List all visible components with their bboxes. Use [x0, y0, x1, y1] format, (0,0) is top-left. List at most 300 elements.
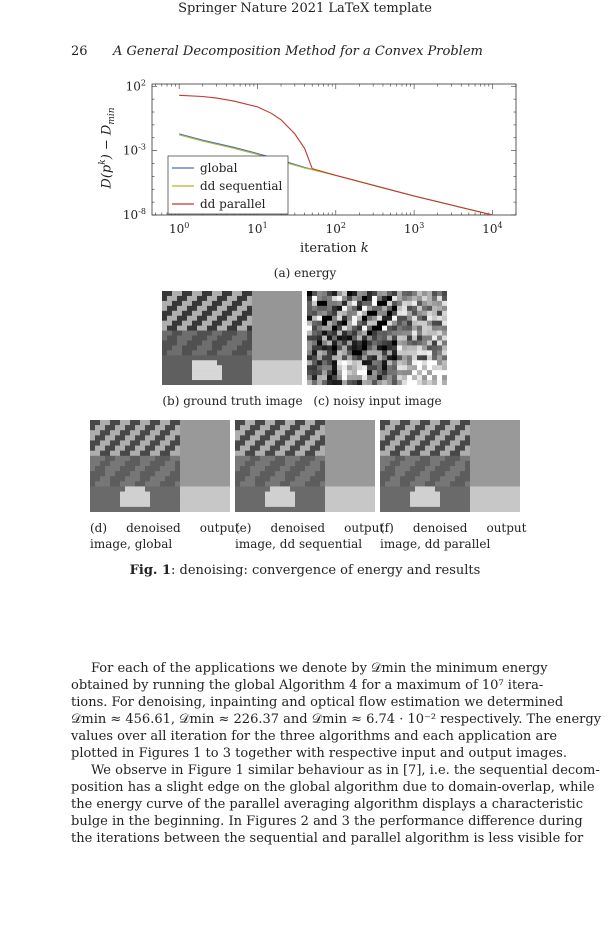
- image-pixel: [220, 492, 225, 497]
- image-pixel: [402, 350, 407, 355]
- image-pixel: [380, 420, 385, 425]
- image-pixel: [185, 451, 190, 456]
- image-pixel: [422, 311, 427, 316]
- image-pixel: [225, 502, 230, 507]
- image-pixel: [287, 340, 292, 345]
- image-pixel: [150, 456, 155, 461]
- image-pixel: [212, 370, 217, 375]
- image-pixel: [187, 340, 192, 345]
- image-pixel: [210, 471, 215, 476]
- image-pixel: [280, 425, 285, 430]
- image-pixel: [415, 476, 420, 481]
- image-pixel: [395, 461, 400, 466]
- image-pixel: [240, 497, 245, 502]
- image-pixel: [120, 456, 125, 461]
- image-pixel: [422, 350, 427, 355]
- image-pixel: [160, 435, 165, 440]
- image-pixel: [250, 435, 255, 440]
- image-pixel: [115, 425, 120, 430]
- image-pixel: [205, 507, 210, 512]
- image-pixel: [360, 425, 365, 430]
- image-pixel: [150, 476, 155, 481]
- image-pixel: [257, 296, 262, 301]
- image-pixel: [267, 345, 272, 350]
- image-pixel: [495, 440, 500, 445]
- image-pixel: [425, 481, 430, 486]
- image-pixel: [345, 507, 350, 512]
- image-pixel: [110, 476, 115, 481]
- image-pixel: [262, 321, 267, 326]
- image-pixel: [227, 380, 232, 385]
- image-pixel: [352, 355, 357, 360]
- image-pixel: [207, 370, 212, 375]
- image-pixel: [367, 375, 372, 380]
- image-pixel: [515, 481, 520, 486]
- image-pixel: [200, 456, 205, 461]
- image-pixel: [215, 486, 220, 491]
- image-pixel: [225, 420, 230, 425]
- image-pixel: [397, 365, 402, 370]
- image-pixel: [332, 336, 337, 341]
- image-pixel: [360, 492, 365, 497]
- image-pixel: [295, 420, 300, 425]
- image-pixel: [255, 476, 260, 481]
- image-pixel: [430, 507, 435, 512]
- image-pixel: [242, 306, 247, 311]
- image-pixel: [167, 355, 172, 360]
- image-pixel: [365, 456, 370, 461]
- image-pixel: [415, 486, 420, 491]
- image-pixel: [202, 326, 207, 331]
- image-pixel: [265, 497, 270, 502]
- image-pixel: [425, 461, 430, 466]
- image-pixel: [247, 345, 252, 350]
- image-pixel: [417, 301, 422, 306]
- image-pixel: [327, 345, 332, 350]
- image-pixel: [432, 291, 437, 296]
- image-pixel: [367, 306, 372, 311]
- image-pixel: [437, 291, 442, 296]
- image-pixel: [440, 502, 445, 507]
- image-pixel: [372, 345, 377, 350]
- image-pixel: [250, 486, 255, 491]
- image-pixel: [235, 425, 240, 430]
- image-pixel: [442, 291, 447, 296]
- image-pixel: [390, 471, 395, 476]
- image-pixel: [250, 466, 255, 471]
- image-pixel: [212, 296, 217, 301]
- image-pixel: [500, 486, 505, 491]
- image-pixel: [305, 466, 310, 471]
- image-pixel: [445, 425, 450, 430]
- image-pixel: [500, 446, 505, 451]
- image-pixel: [262, 306, 267, 311]
- image-pixel: [190, 430, 195, 435]
- image-pixel: [495, 481, 500, 486]
- image-pixel: [197, 345, 202, 350]
- image-pixel: [360, 481, 365, 486]
- image-pixel: [262, 345, 267, 350]
- image-pixel: [95, 440, 100, 445]
- image-pixel: [435, 497, 440, 502]
- image-pixel: [150, 440, 155, 445]
- image-pixel: [317, 345, 322, 350]
- image-pixel: [432, 331, 437, 336]
- image-pixel: [297, 301, 302, 306]
- image-pixel: [480, 466, 485, 471]
- image-pixel: [190, 440, 195, 445]
- image-pixel: [187, 370, 192, 375]
- image-pixel: [212, 316, 217, 321]
- image-pixel: [430, 420, 435, 425]
- image-pixel: [362, 336, 367, 341]
- image-pixel: [445, 466, 450, 471]
- image-pixel: [305, 476, 310, 481]
- image-pixel: [187, 355, 192, 360]
- image-pixel: [167, 360, 172, 365]
- image-pixel: [410, 481, 415, 486]
- image-pixel: [197, 311, 202, 316]
- image-pixel: [260, 481, 265, 486]
- image-pixel: [120, 446, 125, 451]
- image-pixel: [400, 456, 405, 461]
- image-pixel: [455, 451, 460, 456]
- image-pixel: [515, 435, 520, 440]
- image-pixel: [110, 446, 115, 451]
- image-pixel: [282, 375, 287, 380]
- image-pixel: [100, 502, 105, 507]
- image-pixel: [217, 355, 222, 360]
- image-pixel: [317, 331, 322, 336]
- image-pixel: [175, 440, 180, 445]
- image-pixel: [450, 430, 455, 435]
- image-pixel: [200, 420, 205, 425]
- image-pixel: [460, 440, 465, 445]
- image-pixel: [470, 466, 475, 471]
- image-pixel: [417, 360, 422, 365]
- image-pixel: [197, 365, 202, 370]
- image-pixel: [500, 471, 505, 476]
- image-pixel: [285, 430, 290, 435]
- image-pixel: [445, 440, 450, 445]
- image-pixel: [442, 331, 447, 336]
- image-pixel: [510, 481, 515, 486]
- image-pixel: [260, 446, 265, 451]
- image-pixel: [337, 336, 342, 341]
- image-pixel: [355, 497, 360, 502]
- image-pixel: [217, 336, 222, 341]
- image-pixel: [140, 492, 145, 497]
- image-pixel: [227, 336, 232, 341]
- image-pixel: [270, 476, 275, 481]
- image-pixel: [162, 316, 167, 321]
- image-pixel: [115, 456, 120, 461]
- image-pixel: [405, 420, 410, 425]
- image-pixel: [320, 471, 325, 476]
- image-pixel: [320, 451, 325, 456]
- image-pixel: [352, 340, 357, 345]
- image-pixel: [372, 340, 377, 345]
- image-pixel: [387, 365, 392, 370]
- image-pixel: [337, 296, 342, 301]
- image-pixel: [422, 326, 427, 331]
- image-pixel: [247, 375, 252, 380]
- image-pixel: [407, 365, 412, 370]
- image-pixel: [427, 380, 432, 385]
- image-pixel: [327, 340, 332, 345]
- image-pixel: [245, 451, 250, 456]
- image-pixel: [465, 481, 470, 486]
- image-pixel: [415, 492, 420, 497]
- image-pixel: [305, 440, 310, 445]
- image-pixel: [432, 365, 437, 370]
- image-pixel: [177, 301, 182, 306]
- image-pixel: [367, 336, 372, 341]
- image-pixel: [305, 451, 310, 456]
- image-pixel: [155, 471, 160, 476]
- image-pixel: [317, 350, 322, 355]
- image-pixel: [200, 492, 205, 497]
- image-pixel: [227, 370, 232, 375]
- image-pixel: [242, 331, 247, 336]
- image-pixel: [90, 451, 95, 456]
- x-tick-label: $10^1$: [247, 221, 268, 236]
- image-pixel: [515, 471, 520, 476]
- image-pixel: [145, 451, 150, 456]
- image-pixel: [257, 316, 262, 321]
- image-pixel: [365, 476, 370, 481]
- image-pixel: [167, 321, 172, 326]
- image-pixel: [297, 365, 302, 370]
- image-pixel: [170, 507, 175, 512]
- image-pixel: [277, 365, 282, 370]
- image-pixel: [445, 420, 450, 425]
- image-pixel: [155, 486, 160, 491]
- image-pixel: [392, 336, 397, 341]
- image-pixel: [260, 476, 265, 481]
- image-pixel: [445, 461, 450, 466]
- image-pixel: [220, 451, 225, 456]
- x-tick-label: $10^3$: [403, 221, 425, 236]
- image-pixel: [417, 380, 422, 385]
- image-pixel: [237, 345, 242, 350]
- image-pixel: [197, 370, 202, 375]
- image-pixel: [245, 492, 250, 497]
- image-pixel: [292, 340, 297, 345]
- image-pixel: [327, 350, 332, 355]
- image-pixel: [412, 306, 417, 311]
- image-pixel: [395, 502, 400, 507]
- image-pixel: [405, 507, 410, 512]
- image-pixel: [442, 380, 447, 385]
- image-pixel: [460, 425, 465, 430]
- image-pixel: [427, 306, 432, 311]
- image-pixel: [120, 507, 125, 512]
- image-pixel: [322, 316, 327, 321]
- image-pixel: [195, 425, 200, 430]
- image-pixel: [150, 451, 155, 456]
- image-pixel: [287, 355, 292, 360]
- image-pixel: [322, 331, 327, 336]
- image-pixel: [202, 301, 207, 306]
- image-pixel: [90, 466, 95, 471]
- image-pixel: [360, 497, 365, 502]
- image-pixel: [167, 350, 172, 355]
- image-pixel: [380, 507, 385, 512]
- image-pixel: [172, 350, 177, 355]
- y-tick-label: $10^{-3}$: [122, 142, 146, 158]
- image-pixel: [470, 456, 475, 461]
- image-pixel: [165, 507, 170, 512]
- image-pixel: [385, 497, 390, 502]
- image-pixel: [90, 507, 95, 512]
- image-pixel: [140, 446, 145, 451]
- image-pixel: [290, 502, 295, 507]
- image-pixel: [297, 360, 302, 365]
- image-pixel: [395, 435, 400, 440]
- image-pixel: [390, 435, 395, 440]
- image-pixel: [367, 360, 372, 365]
- image-pixel: [500, 507, 505, 512]
- image-pixel: [317, 316, 322, 321]
- image-pixel: [252, 316, 257, 321]
- image-pixel: [470, 492, 475, 497]
- image-pixel: [235, 497, 240, 502]
- image-pixel: [515, 507, 520, 512]
- image-pixel: [387, 311, 392, 316]
- image-pixel: [420, 440, 425, 445]
- image-pixel: [397, 321, 402, 326]
- image-pixel: [300, 430, 305, 435]
- image-pixel: [330, 481, 335, 486]
- image-pixel: [312, 331, 317, 336]
- image-pixel: [515, 502, 520, 507]
- image-pixel: [130, 492, 135, 497]
- image-pixel: [180, 471, 185, 476]
- image-pixel: [195, 440, 200, 445]
- image-pixel: [115, 476, 120, 481]
- image-pixel: [305, 446, 310, 451]
- image-pixel: [120, 425, 125, 430]
- image-pixel: [232, 336, 237, 341]
- image-pixel: [155, 476, 160, 481]
- image-pixel: [465, 502, 470, 507]
- image-pixel: [305, 420, 310, 425]
- image-pixel: [402, 380, 407, 385]
- image-pixel: [195, 461, 200, 466]
- image-pixel: [217, 326, 222, 331]
- image-pixel: [377, 331, 382, 336]
- image-pixel: [227, 331, 232, 336]
- image-pixel: [327, 370, 332, 375]
- image-pixel: [350, 476, 355, 481]
- image-pixel: [162, 301, 167, 306]
- image-pixel: [380, 476, 385, 481]
- image-pixel: [500, 492, 505, 497]
- image-pixel: [382, 321, 387, 326]
- image-pixel: [155, 446, 160, 451]
- image-pixel: [95, 451, 100, 456]
- image-pixel: [237, 380, 242, 385]
- image-pixel: [277, 360, 282, 365]
- image-pixel: [310, 435, 315, 440]
- image-pixel: [312, 345, 317, 350]
- image-pixel: [427, 291, 432, 296]
- image-pixel: [465, 420, 470, 425]
- image-pixel: [295, 430, 300, 435]
- image-pixel: [412, 301, 417, 306]
- image-pixel: [160, 440, 165, 445]
- image-pixel: [430, 440, 435, 445]
- image-pixel: [317, 365, 322, 370]
- image-pixel: [190, 471, 195, 476]
- image-pixel: [327, 360, 332, 365]
- image-pixel: [460, 435, 465, 440]
- image-pixel: [195, 502, 200, 507]
- image-pixel: [445, 481, 450, 486]
- image-pixel: [317, 380, 322, 385]
- image-pixel: [232, 291, 237, 296]
- image-pixel: [392, 355, 397, 360]
- image-pixel: [435, 451, 440, 456]
- image-pixel: [355, 492, 360, 497]
- image-pixel: [247, 326, 252, 331]
- image-pixel: [192, 375, 197, 380]
- image-pixel: [402, 296, 407, 301]
- image-pixel: [390, 466, 395, 471]
- image-pixel: [257, 321, 262, 326]
- image-pixel: [222, 350, 227, 355]
- image-pixel: [312, 311, 317, 316]
- image-pixel: [120, 502, 125, 507]
- image-pixel: [505, 497, 510, 502]
- image-pixel: [307, 326, 312, 331]
- image-pixel: [347, 301, 352, 306]
- image-pixel: [100, 435, 105, 440]
- image-pixel: [365, 446, 370, 451]
- image-pixel: [480, 502, 485, 507]
- image-pixel: [437, 345, 442, 350]
- image-pixel: [160, 507, 165, 512]
- image-pixel: [285, 446, 290, 451]
- image-pixel: [180, 507, 185, 512]
- image-pixel: [262, 350, 267, 355]
- image-pixel: [310, 456, 315, 461]
- image-pixel: [162, 370, 167, 375]
- image-pixel: [180, 440, 185, 445]
- image-pixel: [332, 316, 337, 321]
- image-pixel: [305, 461, 310, 466]
- image-pixel: [180, 435, 185, 440]
- image-pixel: [105, 486, 110, 491]
- image-pixel: [215, 492, 220, 497]
- image-pixel: [272, 355, 277, 360]
- image-pixel: [170, 502, 175, 507]
- image-pixel: [307, 291, 312, 296]
- image-pixel: [145, 425, 150, 430]
- image-pixel: [402, 360, 407, 365]
- image-pixel: [177, 380, 182, 385]
- image-pixel: [475, 466, 480, 471]
- image-pixel: [167, 316, 172, 321]
- image-pixel: [395, 466, 400, 471]
- image-pixel: [90, 471, 95, 476]
- image-pixel: [445, 502, 450, 507]
- image-pixel: [327, 296, 332, 301]
- image-pixel: [207, 345, 212, 350]
- image-pixel: [395, 420, 400, 425]
- image-pixel: [362, 380, 367, 385]
